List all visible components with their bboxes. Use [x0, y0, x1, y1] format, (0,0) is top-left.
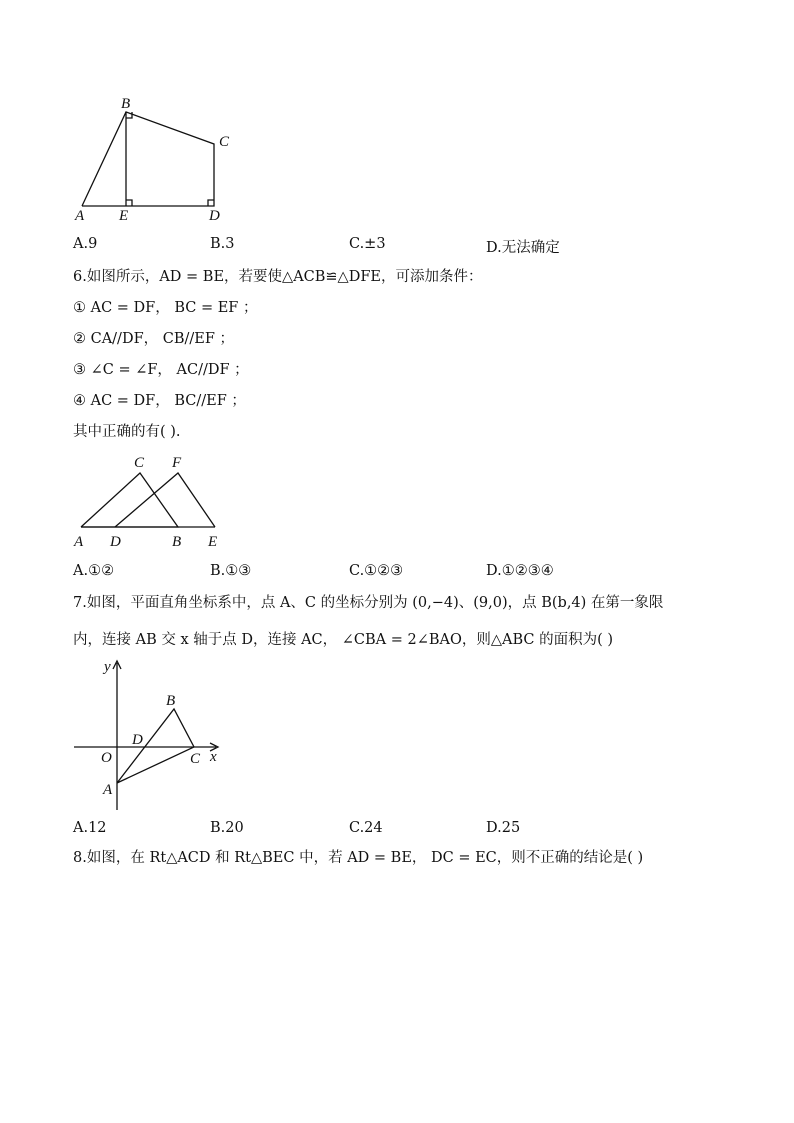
q7-stem-line-1: 7.如图，平面直角坐标系中，点 A、C 的坐标分别为 (0,−4)、(9,0)，点 B(b,4) 在第一象限 [73, 595, 664, 611]
fig7-label-c: C [190, 751, 201, 767]
q6-condition-4: ④ AC = DF， BC//EF ； [73, 393, 246, 409]
q6-option-a: A.①② [73, 563, 115, 579]
q7-stem-line-2: 内，连接 AB 交 x 轴于点 D，连接 AC， ∠CBA = 2∠BAO，则△ABC 的面积为( ) [73, 632, 614, 648]
fig6-label-d: D [110, 534, 121, 550]
q6-option-c: C.①②③ [349, 563, 404, 579]
q5-option-a: A.9 [73, 236, 98, 252]
fig5-label-e: E [119, 208, 129, 224]
q8-stem: 8.如图，在 Rt△ACD 和 Rt△BEC 中，若 AD = BE， DC = EC，则不正确的结论是( ) [73, 850, 644, 866]
fig7-triangle-abc [117, 709, 194, 783]
fig7-label-o: O [101, 750, 112, 766]
fig6-triangle-acb [81, 473, 178, 527]
fig6-triangle-dfe [115, 473, 215, 527]
fig7-label-b: B [166, 693, 176, 709]
fig5-label-c: C [219, 134, 230, 150]
fig5-label-a: A [75, 208, 85, 224]
q6-option-b: B.①③ [210, 563, 252, 579]
fig5-label-b: B [121, 96, 131, 112]
fig7-label-d: D [132, 732, 143, 748]
fig6-label-b: B [172, 534, 182, 550]
fig7-label-a: A [103, 782, 113, 798]
q6-question: 其中正确的有( ). [73, 424, 181, 440]
q7-option-d: D.25 [486, 820, 521, 836]
figure-q5 [70, 92, 240, 227]
fig5-label-d: D [209, 208, 220, 224]
fig6-label-a: A [74, 534, 84, 550]
q6-stem: 6.如图所示，AD = BE，若要使△ACB≌△DFE，可添加条件： [73, 269, 483, 285]
fig5-right-angle-d [208, 200, 214, 206]
q5-option-c: C.±3 [349, 236, 386, 252]
q7-option-b: B.20 [210, 820, 244, 836]
q6-condition-3: ③ ∠C = ∠F， AC//DF ； [73, 362, 249, 378]
figure-q7 [70, 655, 235, 815]
q6-option-d: D.①②③④ [486, 563, 554, 579]
q7-option-c: C.24 [349, 820, 383, 836]
q6-condition-1: ① AC = DF， BC = EF ； [73, 300, 258, 316]
fig7-label-y: y [104, 659, 111, 675]
q7-option-a: A.12 [73, 820, 107, 836]
q5-option-d: D.无法确定 [486, 240, 560, 256]
q6-condition-2: ② CA//DF， CB//EF ； [73, 331, 235, 347]
fig5-right-angle-e [126, 200, 132, 206]
figure-q6 [70, 450, 240, 555]
fig7-label-x: x [210, 749, 217, 765]
fig6-label-e: E [208, 534, 218, 550]
fig6-label-c: C [134, 455, 145, 471]
fig6-label-f: F [172, 455, 182, 471]
q5-option-b: B.3 [210, 236, 235, 252]
fig5-outline [82, 112, 214, 206]
